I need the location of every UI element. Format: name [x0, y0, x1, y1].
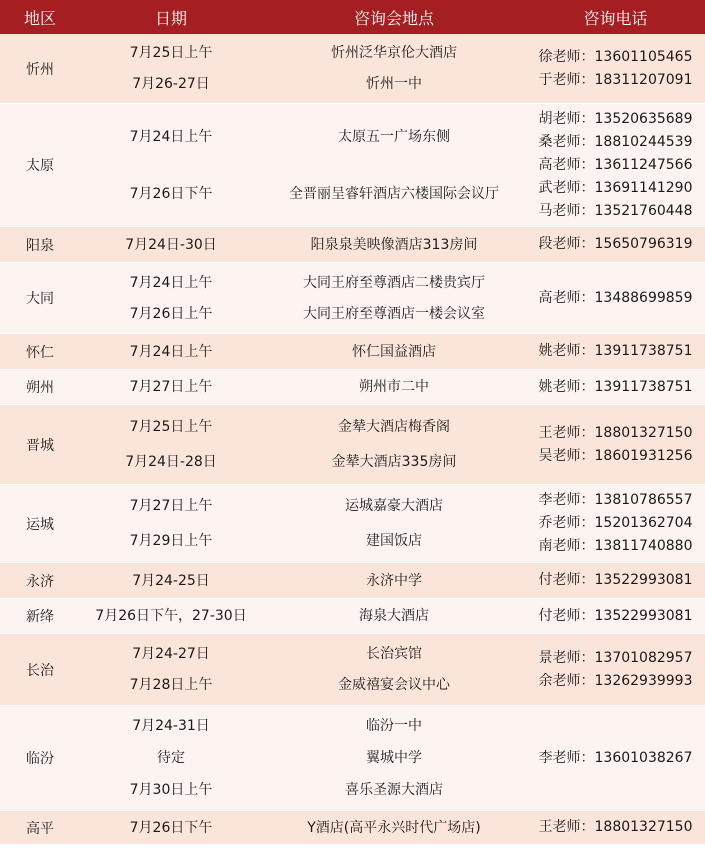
table-row — [0, 811, 705, 845]
phone-cell — [526, 485, 705, 562]
phone-text: 南老师：13811740880 — [538, 538, 693, 554]
date-text: 7月27日上午 — [129, 379, 213, 395]
region-cell: 临汾 — [26, 751, 54, 767]
date-text: 7月25日上午 — [129, 418, 213, 435]
header-venue: 咨询会地点 — [353, 8, 434, 28]
date-text: 7月26日下午，27-30日 — [95, 608, 247, 624]
date-cell — [80, 334, 262, 369]
date-text: 7月24日-30日 — [125, 236, 217, 253]
table-row — [0, 706, 705, 811]
venue-cell — [262, 34, 526, 103]
venue-text: 阳泉泉美映像酒店313房间 — [310, 236, 478, 253]
phone-cell — [526, 634, 705, 705]
phone-text: 武老师：13691141290 — [538, 179, 693, 196]
phone-text: 高老师：13488699859 — [538, 289, 693, 306]
table-body — [0, 34, 705, 845]
venue-text: 永济中学 — [366, 572, 422, 589]
venue-cell — [262, 634, 526, 705]
phone-text: 王老师：18801327150 — [538, 424, 693, 441]
date-text: 7月25日上午 — [129, 45, 213, 62]
date-cell — [80, 370, 262, 404]
venue-text: 建国饭店 — [366, 532, 422, 549]
venue-text: 翼城中学 — [366, 750, 422, 766]
date-text: 7月24-31日 — [132, 718, 210, 734]
venue-text: Y酒店(高平永兴时代广场店) — [307, 819, 481, 836]
venue-text: 忻州一中 — [366, 75, 422, 92]
venue-cell — [262, 263, 526, 333]
table-row — [0, 263, 705, 334]
region-cell: 长治 — [26, 662, 54, 679]
header-region: 地区 — [23, 8, 56, 28]
date-cell — [80, 34, 262, 103]
region-cell: 忻州 — [26, 61, 54, 78]
phone-cell — [526, 811, 705, 844]
region-cell: 永济 — [26, 573, 54, 590]
venue-cell — [262, 599, 526, 633]
venue-text: 金威禧宴会议中心 — [338, 677, 450, 694]
venue-cell — [262, 485, 526, 562]
date-cell — [80, 263, 262, 333]
phone-text: 徐老师：13601105465 — [538, 48, 693, 65]
venue-text: 大同王府至尊酒店一楼会议室 — [303, 305, 485, 322]
venue-text: 太原五一广场东侧 — [338, 128, 450, 145]
phone-cell — [526, 104, 705, 226]
table-row — [0, 334, 705, 370]
header-phone: 咨询电话 — [583, 8, 648, 28]
table-row — [0, 405, 705, 485]
date-text: 7月26日上午 — [129, 305, 213, 322]
venue-cell — [262, 563, 526, 598]
header-date: 日期 — [154, 8, 187, 28]
phone-text: 李老师：13810786557 — [538, 492, 693, 508]
table-row — [0, 563, 705, 599]
phone-text: 付老师：13522993081 — [538, 572, 693, 588]
table-row — [0, 599, 705, 634]
venue-text: 忻州泛华京伦大酒店 — [331, 45, 457, 62]
phone-text: 姚老师：13911738751 — [538, 378, 693, 395]
date-text: 7月24日-28日 — [125, 454, 217, 471]
table-header — [0, 0, 705, 34]
phone-text: 李老师：13601038267 — [538, 749, 693, 766]
phone-cell — [526, 370, 705, 404]
date-text: 7月28日上午 — [129, 677, 213, 694]
venue-cell — [262, 405, 526, 484]
table-row — [0, 104, 705, 227]
date-cell — [80, 599, 262, 633]
venue-cell — [262, 706, 526, 810]
region-cell: 朔州 — [26, 380, 54, 396]
date-text: 7月27日上午 — [129, 498, 213, 515]
phone-text: 段老师：15650796319 — [538, 236, 693, 252]
date-text: 待定 — [157, 750, 185, 766]
region-cell: 怀仁 — [26, 344, 54, 361]
phone-cell — [526, 334, 705, 369]
phone-cell — [526, 405, 705, 484]
region-cell: 晋城 — [26, 437, 54, 454]
table-row — [0, 34, 705, 104]
phone-text: 马老师：13521760448 — [538, 202, 693, 219]
phone-cell — [526, 34, 705, 103]
venue-text: 运城嘉豪大酒店 — [345, 498, 443, 515]
region-cell: 大同 — [26, 291, 54, 307]
date-text: 7月26日下午 — [129, 819, 213, 836]
date-cell — [80, 227, 262, 262]
region-cell: 太原 — [26, 158, 54, 174]
date-text: 7月26日下午 — [129, 185, 213, 202]
table-row — [0, 634, 705, 706]
date-cell — [80, 634, 262, 705]
date-text: 7月24-25日 — [132, 572, 210, 589]
phone-text: 高老师：13611247566 — [538, 156, 693, 173]
venue-text: 大同王府至尊酒店二楼贵宾厅 — [303, 274, 485, 291]
phone-text: 姚老师：13911738751 — [538, 343, 693, 359]
date-text: 7月26-27日 — [132, 75, 210, 92]
phone-cell — [526, 706, 705, 810]
phone-text: 付老师：13522993081 — [538, 607, 693, 624]
venue-text: 怀仁国益酒店 — [352, 343, 436, 360]
venue-text: 喜乐圣源大酒店 — [345, 782, 443, 798]
date-cell — [80, 485, 262, 562]
date-cell — [80, 706, 262, 810]
phone-text: 王老师：18801327150 — [538, 819, 693, 835]
date-text: 7月29日上午 — [129, 532, 213, 549]
venue-cell — [262, 334, 526, 369]
phone-text: 乔老师：15201362704 — [538, 515, 693, 531]
phone-text: 胡老师：13520635689 — [538, 110, 693, 127]
region-cell: 运城 — [26, 516, 54, 533]
phone-text: 于老师：18311207091 — [538, 71, 693, 88]
date-text: 7月24日上午 — [129, 343, 213, 360]
phone-text: 吴老师：18601931256 — [538, 447, 693, 464]
phone-text: 余老师：13262939993 — [538, 672, 693, 689]
venue-text: 金辇大酒店梅香阁 — [338, 418, 450, 435]
table-row — [0, 485, 705, 563]
date-cell — [80, 104, 262, 226]
venue-text: 朔州市二中 — [359, 379, 429, 395]
venue-text: 临汾一中 — [366, 718, 422, 734]
region-cell: 新绛 — [26, 609, 54, 625]
phone-cell — [526, 227, 705, 262]
date-text: 7月30日上午 — [129, 782, 213, 798]
phone-text: 桑老师：18810244539 — [538, 133, 693, 150]
venue-text: 海泉大酒店 — [359, 608, 429, 624]
date-text: 7月24日上午 — [129, 274, 213, 291]
venue-text: 金辇大酒店335房间 — [331, 454, 457, 471]
date-text: 7月24日上午 — [129, 128, 213, 145]
venue-text: 全晋丽呈睿轩酒店六楼国际会议厅 — [289, 185, 499, 202]
phone-text: 景老师：13701082957 — [538, 649, 693, 666]
date-cell — [80, 563, 262, 598]
venue-cell — [262, 227, 526, 262]
date-text: 7月24-27日 — [132, 645, 210, 662]
phone-cell — [526, 563, 705, 598]
phone-cell — [526, 263, 705, 333]
table-row — [0, 370, 705, 405]
date-cell — [80, 405, 262, 484]
phone-cell — [526, 599, 705, 633]
venue-text: 长治宾馆 — [366, 645, 422, 662]
region-cell: 阳泉 — [26, 237, 54, 254]
region-cell: 高平 — [26, 820, 54, 837]
table-row — [0, 227, 705, 263]
venue-cell — [262, 370, 526, 404]
date-cell — [80, 811, 262, 844]
venue-cell — [262, 811, 526, 844]
venue-cell — [262, 104, 526, 226]
